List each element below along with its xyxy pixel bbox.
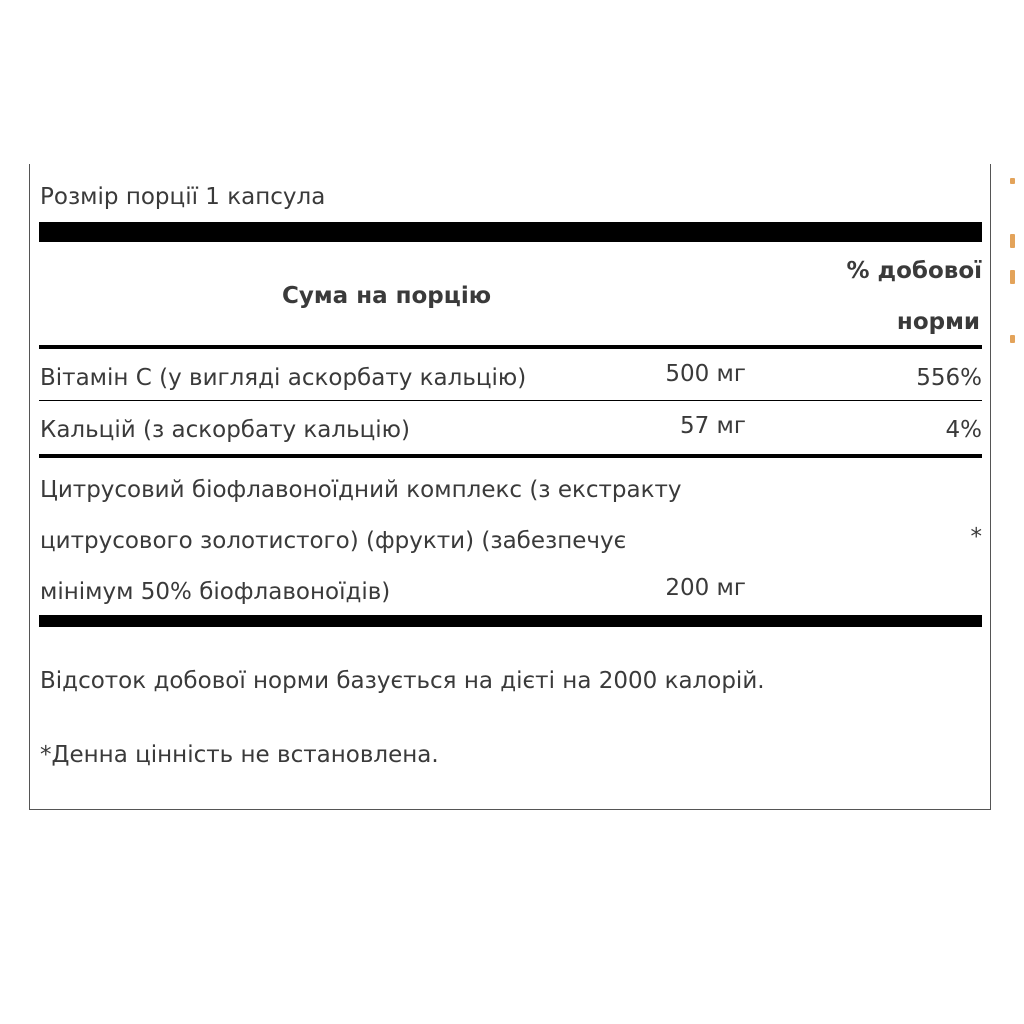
complex-amount: 200 мг [665, 575, 746, 601]
cropped-text-fragment [1010, 335, 1015, 343]
cropped-text-fragment [1010, 178, 1015, 184]
nutrient-amount: 57 мг [679, 413, 746, 439]
cropped-text-fragment [1010, 270, 1015, 284]
nutrient-amount: 500 мг [665, 361, 746, 387]
complex-name-line1: Цитрусовий біофлавоноїдний комплекс (з екстракту [40, 477, 682, 503]
daily-value-footnote: Відсоток добової норми базується на дієті на 2000 калорій. [40, 668, 765, 694]
thick-divider-top [39, 222, 982, 242]
thick-divider-bottom [39, 615, 982, 627]
complex-name-line2: цитрусового золотистого) (фрукти) (забезпечує [40, 528, 627, 554]
section-divider [39, 454, 982, 458]
amount-per-serving-header: Сума на порцію [282, 283, 492, 309]
not-established-footnote: *Денна цінність не встановлена. [40, 742, 439, 768]
nutrient-name: Кальцій (з аскорбату кальцію) [40, 417, 411, 443]
nutrient-name: Вітамін С (у вигляді аскорбату кальцію) [40, 365, 527, 391]
nutrient-daily-value: 556% [916, 365, 982, 391]
nutrient-daily-value: 4% [945, 417, 982, 443]
complex-daily-value: * [970, 524, 982, 550]
daily-value-header-line2: норми [896, 309, 980, 335]
header-divider [39, 345, 982, 349]
complex-name-line3: мінімум 50% біофлавоноїдів) [40, 579, 391, 605]
daily-value-header-line1: % добової [846, 258, 982, 284]
cropped-text-fragment [1010, 234, 1015, 248]
serving-size: Розмір порції 1 капсула [40, 184, 326, 210]
row-divider [39, 400, 982, 401]
